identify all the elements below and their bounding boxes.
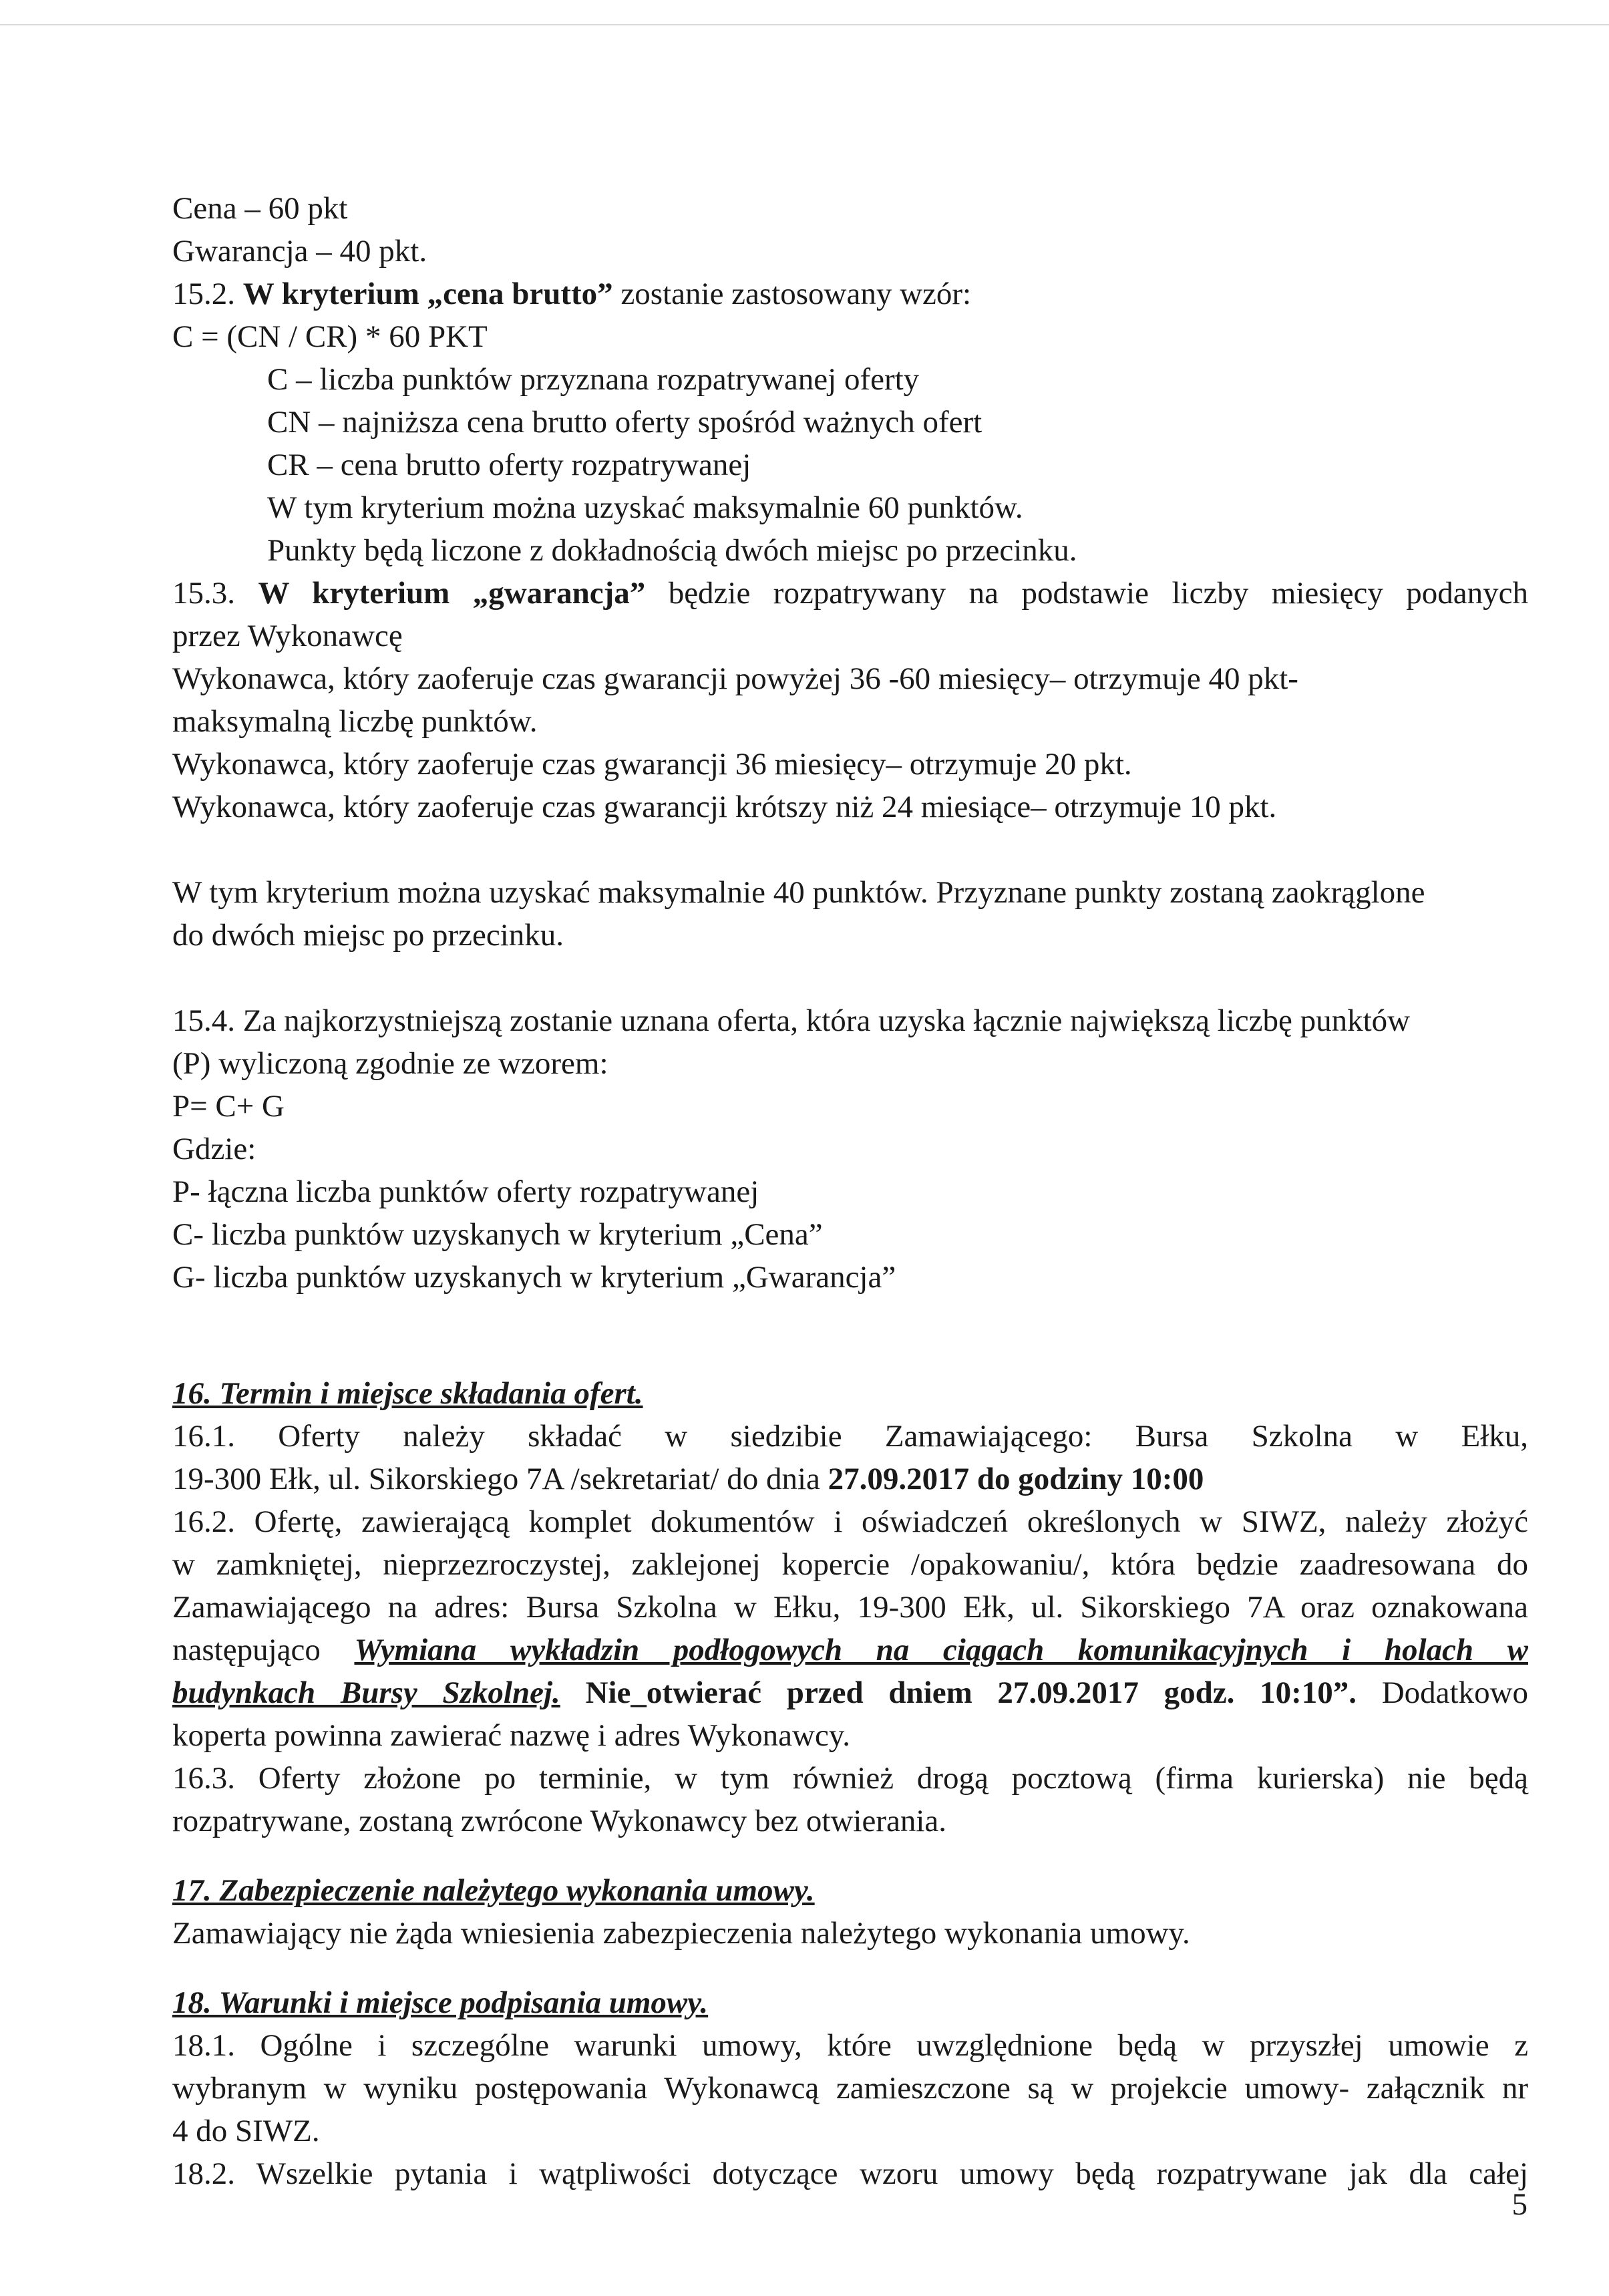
paragraph-16-2-line2: w zamkniętej, nieprzezroczystej, zaklejonej kopercie /opakowaniu/, która będzie zaadresowana do xyxy=(172,1547,1528,1582)
formula-def-cn: CN – najniższa cena brutto oferty spośród ważnych ofert xyxy=(267,405,982,440)
paragraph-16-3: 16.3. Oferty złożone po terminie, w tym również drogą pocztową (firma kurierska) nie będą xyxy=(172,1761,1528,1796)
paragraph-18-1-line2: wybranym w wyniku postępowania Wykonawcą zamieszczone są w projekcie umowy- załącznik nr xyxy=(172,2071,1528,2106)
paragraph-15-3-line2: przez Wykonawcę xyxy=(172,619,403,653)
paragraph-16-2-line4: następująco Wymiana wykładzin podłogowych na ciągach komunikacyjnych i holach w xyxy=(172,1633,1528,1667)
where-label: Gdzie: xyxy=(172,1132,256,1166)
scan-edge-line xyxy=(0,24,1609,25)
formula-max-points: W tym kryterium można uzyskać maksymalnie 60 punktów. xyxy=(267,490,1023,525)
section-18-heading: 18. Warunki i miejsce podpisania umowy. xyxy=(172,1985,709,2020)
warranty-max-points: W tym kryterium można uzyskać maksymalnie 40 punktów. Przyznane punkty zostaną zaokrąglone xyxy=(172,875,1425,910)
paragraph-18-2: 18.2. Wszelkie pytania i wątpliwości dotyczące wzoru umowy będą rozpatrywane jak dla całej xyxy=(172,2156,1528,2191)
criterion-warranty-weight: Gwarancja – 40 pkt. xyxy=(172,234,427,269)
warranty-rule-40: Wykonawca, który zaoferuje czas gwarancji powyżej 36 -60 miesięcy– otrzymuje 40 pkt- xyxy=(172,661,1298,696)
paragraph-15-3: 15.3. W kryterium „gwarancja” będzie rozpatrywany na podstawie liczby miesięcy podanych xyxy=(172,576,1529,611)
paragraph-15-2: 15.2. W kryterium „cena brutto” zostanie zastosowany wzór: xyxy=(172,277,972,311)
warranty-rounding: do dwóch miejsc po przecinku. xyxy=(172,918,564,953)
total-formula: P= C+ G xyxy=(172,1089,285,1124)
paragraph-16-1-line2: 19-300 Ełk, ul. Sikorskiego 7A /sekretariat/ do dnia 27.09.2017 do godziny 10:00 xyxy=(172,1462,1204,1496)
page-number: 5 xyxy=(1511,2187,1528,2222)
paragraph-16-2-line5: budynkach Bursy Szkolnej. Nie_otwierać przed dniem 27.09.2017 godz. 10:10”. Dodatkowo xyxy=(172,1675,1529,1710)
def-g: G- liczba punktów uzyskanych w kryterium „Gwarancja” xyxy=(172,1260,896,1295)
paragraph-16-2-line6: koperta powinna zawierać nazwę i adres Wykonawcy. xyxy=(172,1718,851,1753)
formula-def-cr: CR – cena brutto oferty rozpatrywanej xyxy=(267,448,751,482)
price-formula: C = (CN / CR) * 60 PKT xyxy=(172,319,488,354)
warranty-rule-10: Wykonawca, który zaoferuje czas gwarancji krótszy niż 24 miesiące– otrzymuje 10 pkt. xyxy=(172,790,1277,824)
formula-precision: Punkty będą liczone z dokładnością dwóch miejsc po przecinku. xyxy=(267,533,1077,568)
def-p: P- łączna liczba punktów oferty rozpatrywanej xyxy=(172,1174,759,1209)
paragraph-16-2-line3: Zamawiającego na adres: Bursa Szkolna w Ełku, 19-300 Ełk, ul. Sikorskiego 7A oraz oznakowana xyxy=(172,1590,1528,1625)
paragraph-15-4-line2: (P) wyliczoną zgodnie ze wzorem: xyxy=(172,1046,608,1081)
paragraph-18-1-line3: 4 do SIWZ. xyxy=(172,2114,320,2148)
warranty-rule-40-cont: maksymalną liczbę punktów. xyxy=(172,704,538,739)
criterion-price-weight: Cena – 60 pkt xyxy=(172,191,348,226)
section-16-heading: 16. Termin i miejsce składania ofert. xyxy=(172,1376,643,1411)
paragraph-15-4: 15.4. Za najkorzystniejszą zostanie uznana oferta, która uzyska łącznie największą liczbę punktów xyxy=(172,1003,1411,1038)
document-page xyxy=(172,187,1528,2195)
paragraph-16-1: 16.1. Oferty należy składać w siedzibie Zamawiającego: Bursa Szkolna w Ełku, xyxy=(172,1419,1528,1454)
paragraph-18-1: 18.1. Ogólne i szczególne warunki umowy, które uwzględnione będą w przyszłej umowie z xyxy=(172,2028,1528,2063)
paragraph-16-2: 16.2. Ofertę, zawierającą komplet dokumentów i oświadczeń określonych w SIWZ, należy złożyć xyxy=(172,1504,1528,1539)
formula-def-c: C – liczba punktów przyznana rozpatrywanej oferty xyxy=(267,362,920,397)
def-c: C- liczba punktów uzyskanych w kryterium „Cena” xyxy=(172,1217,823,1252)
warranty-rule-20: Wykonawca, który zaoferuje czas gwarancji 36 miesięcy– otrzymuje 20 pkt. xyxy=(172,747,1132,782)
section-17-body: Zamawiający nie żąda wniesienia zabezpieczenia należytego wykonania umowy. xyxy=(172,1916,1190,1951)
paragraph-16-3-line2: rozpatrywane, zostaną zwrócone Wykonawcy bez otwierania. xyxy=(172,1804,947,1838)
section-17-heading: 17. Zabezpieczenie należytego wykonania umowy. xyxy=(172,1873,815,1908)
